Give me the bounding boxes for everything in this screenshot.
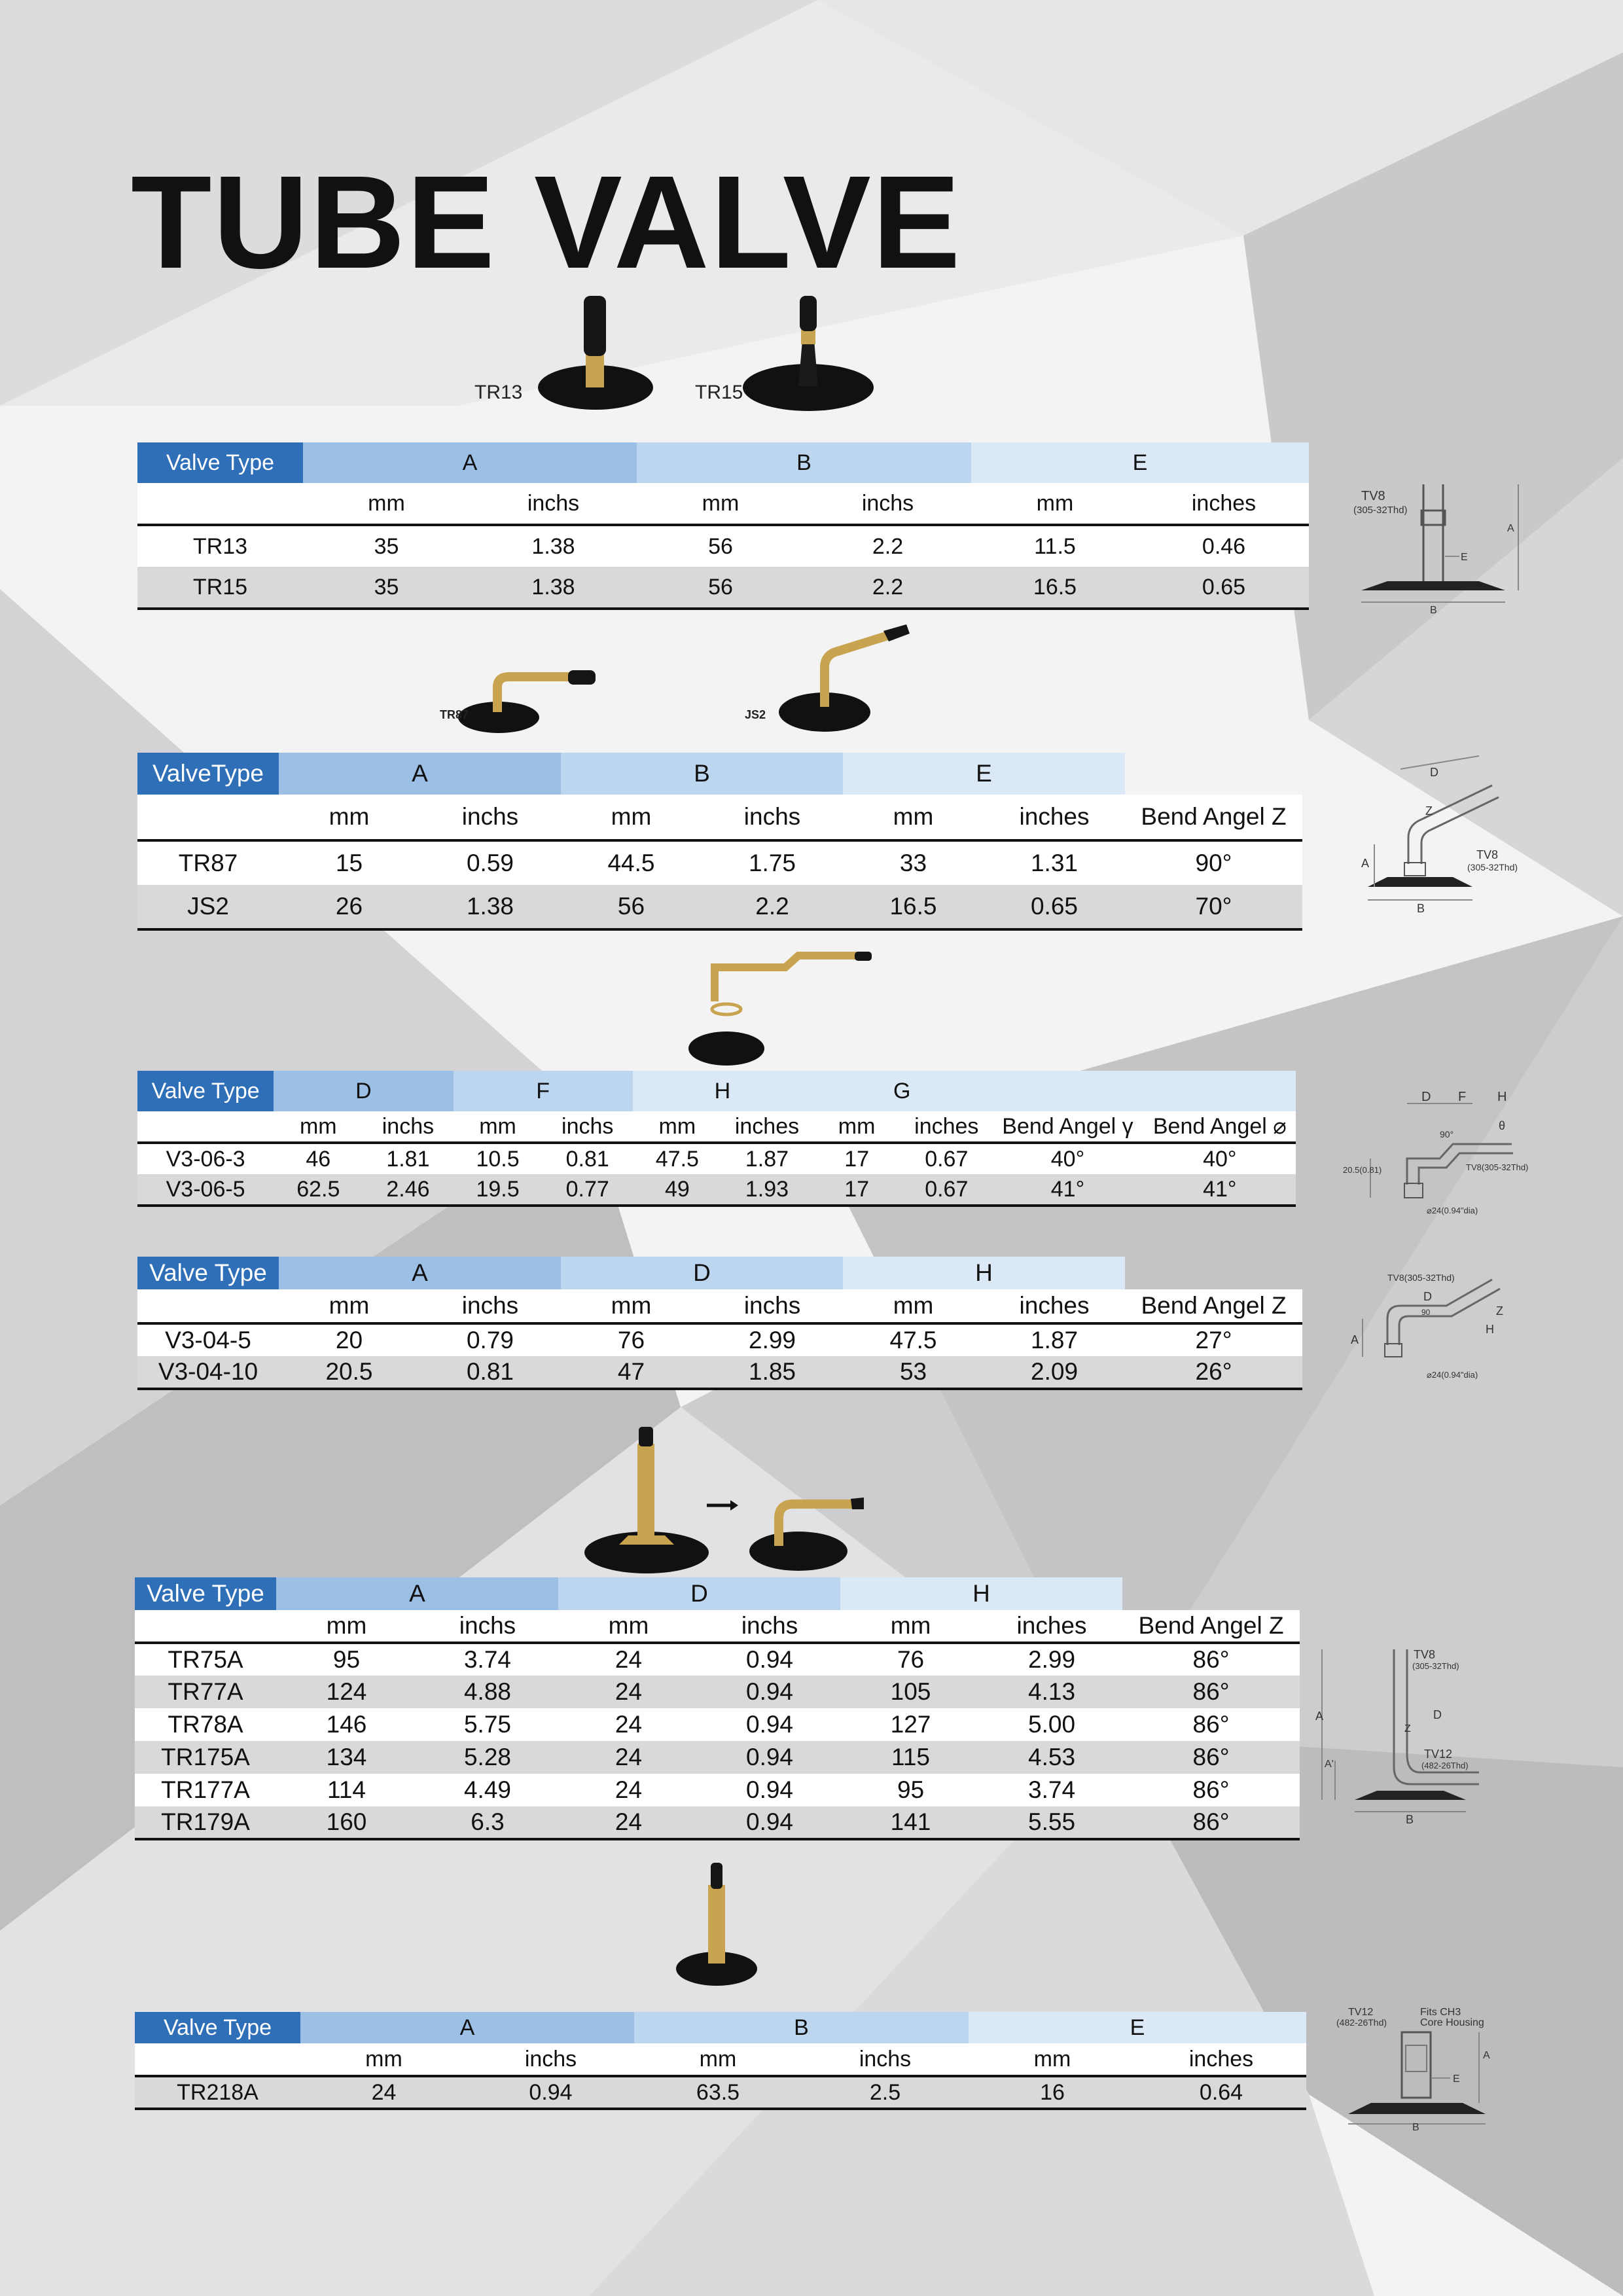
header-valve-type: Valve Type xyxy=(135,2012,300,2043)
table-cell: 1.87 xyxy=(984,1323,1125,1356)
table-cell: 90° xyxy=(1125,840,1302,885)
diagram-label: TV8(305-32Thd) xyxy=(1387,1273,1455,1283)
diagram-label: θ xyxy=(1499,1119,1506,1132)
table-cell: 19.5 xyxy=(454,1174,543,1206)
table-cell: 4.49 xyxy=(417,1774,558,1806)
table-cell: 5.55 xyxy=(981,1806,1122,1839)
unit-header: inchs xyxy=(702,1289,843,1323)
table-cell: 0.77 xyxy=(543,1174,633,1206)
diagram-label: Core Housing xyxy=(1420,2017,1484,2028)
header-valve-type: Valve Type xyxy=(135,1577,276,1610)
unit-header: inchs xyxy=(543,1111,633,1143)
unit-header xyxy=(137,1289,279,1323)
table-cell: 47.5 xyxy=(843,1323,984,1356)
table-row xyxy=(137,1356,1302,1389)
header-d: D xyxy=(274,1071,453,1111)
diagram-label: Z xyxy=(1496,1304,1503,1318)
table-cell: 35 xyxy=(303,525,470,567)
unit-header: inches xyxy=(984,1289,1125,1323)
table-cell: 63.5 xyxy=(634,2076,802,2109)
table-cell: 1.38 xyxy=(470,567,637,609)
table-cell: 0.94 xyxy=(699,1806,840,1839)
diagram-label: Z xyxy=(1404,1723,1411,1734)
header-a: A xyxy=(300,2012,634,2043)
diagram-label: Fits CH3 xyxy=(1420,2007,1461,2018)
unit-header: mm xyxy=(561,1289,702,1323)
table-cell: 62.5 xyxy=(274,1174,363,1206)
table-row xyxy=(135,1643,1300,1676)
table-cell: 86° xyxy=(1122,1676,1300,1708)
table-cell: TR175A xyxy=(135,1741,276,1774)
table-cell: 0.79 xyxy=(419,1323,561,1356)
header-g: G xyxy=(812,1071,991,1111)
table-cell: 2.2 xyxy=(804,567,971,609)
v3-06-valve-image xyxy=(668,949,877,1073)
diagram-label: TV8 xyxy=(1361,489,1385,503)
table-cell: 0.67 xyxy=(901,1174,991,1206)
table-row xyxy=(135,1806,1300,1839)
table-row xyxy=(137,567,1309,609)
table-cell: 160 xyxy=(276,1806,417,1839)
header-h: H xyxy=(840,1577,1122,1610)
table-cell: 95 xyxy=(840,1774,981,1806)
unit-header: mm xyxy=(812,1111,901,1143)
diagram-label: ⌀24(0.94"dia) xyxy=(1427,1206,1478,1215)
diagram-label: E xyxy=(1453,2073,1460,2085)
table-cell: 47.5 xyxy=(633,1143,722,1174)
table-cell: 86° xyxy=(1122,1708,1300,1741)
table-cell: 24 xyxy=(558,1708,699,1741)
table-cell: 0.81 xyxy=(543,1143,633,1174)
table-cell: 4.88 xyxy=(417,1676,558,1708)
diagram-label: TV8 xyxy=(1476,848,1499,861)
diagram-label: F xyxy=(1458,1090,1467,1104)
spec-table-5 xyxy=(135,1577,1300,1840)
unit-header: inches xyxy=(901,1111,991,1143)
table-cell: 134 xyxy=(276,1741,417,1774)
table-cell: 141 xyxy=(840,1806,981,1839)
diagram-label: H xyxy=(1486,1323,1494,1336)
unit-header: inchs xyxy=(804,483,971,525)
unit-header: inchs xyxy=(699,1610,840,1643)
unit-header: Bend Angel Z xyxy=(1125,1289,1302,1323)
unit-header xyxy=(137,1111,274,1143)
diagram-label: D xyxy=(1423,1290,1432,1303)
unit-header: mm xyxy=(454,1111,543,1143)
table-cell: 27° xyxy=(1125,1323,1302,1356)
unit-header xyxy=(137,483,303,525)
header-a: A xyxy=(279,753,561,795)
unit-header: inches xyxy=(722,1111,812,1143)
tr15-valve-image xyxy=(733,288,883,419)
header-e: E xyxy=(971,442,1309,483)
table-cell: 1.38 xyxy=(419,885,561,929)
table-cell: 124 xyxy=(276,1676,417,1708)
table-cell: 2.99 xyxy=(702,1323,843,1356)
unit-header: mm xyxy=(276,1610,417,1643)
js2-valve-image xyxy=(772,622,916,740)
table-row xyxy=(137,885,1302,929)
unit-header: inches xyxy=(1139,483,1309,525)
table-cell: 40° xyxy=(991,1143,1143,1174)
table-cell: 44.5 xyxy=(561,840,702,885)
table-cell: TR177A xyxy=(135,1774,276,1806)
header-f: F xyxy=(454,1071,633,1111)
table-row xyxy=(137,1143,1296,1174)
diagram-label: TV12 xyxy=(1424,1748,1453,1761)
unit-header xyxy=(137,795,279,840)
header-h: H xyxy=(633,1071,812,1111)
diagram-label: A xyxy=(1315,1710,1324,1723)
unit-header: inches xyxy=(1136,2043,1306,2076)
diagram-label: A' xyxy=(1325,1759,1334,1770)
diagram-label: B xyxy=(1417,902,1425,915)
diagram-label: TV12 xyxy=(1348,2007,1374,2018)
unit-header: mm xyxy=(300,2043,467,2076)
table-cell: 16.5 xyxy=(971,567,1139,609)
table-cell: 3.74 xyxy=(417,1643,558,1676)
table-cell: TR75A xyxy=(135,1643,276,1676)
diagram-label: B xyxy=(1412,2122,1419,2130)
table-row xyxy=(137,840,1302,885)
table-cell: 24 xyxy=(558,1806,699,1839)
tr13-label: TR13 xyxy=(474,382,523,403)
table-row xyxy=(135,1708,1300,1741)
table-row xyxy=(137,1323,1302,1356)
table-cell: 24 xyxy=(558,1741,699,1774)
table-cell: 0.94 xyxy=(699,1676,840,1708)
table-cell: 1.87 xyxy=(722,1143,812,1174)
unit-header: Bend Angel Z xyxy=(1125,795,1302,840)
diagram-label: (305-32Thd) xyxy=(1353,505,1408,516)
diagram-label: (305-32Thd) xyxy=(1412,1661,1459,1671)
table-cell: 1.31 xyxy=(984,840,1125,885)
diagram-label: D xyxy=(1421,1090,1431,1104)
table-cell: 33 xyxy=(843,840,984,885)
unit-header: inchs xyxy=(702,795,843,840)
table-cell: TR77A xyxy=(135,1676,276,1708)
table-cell: 26° xyxy=(1125,1356,1302,1389)
table-cell: 86° xyxy=(1122,1643,1300,1676)
table-cell: 0.64 xyxy=(1136,2076,1306,2109)
unit-header: mm xyxy=(558,1610,699,1643)
table-cell: 46 xyxy=(274,1143,363,1174)
table-cell: 20.5 xyxy=(279,1356,419,1389)
tr87-label: TR87 xyxy=(440,708,469,721)
diagram-label: (305-32Thd) xyxy=(1467,862,1518,872)
tr75a-dimension-diagram xyxy=(1315,1636,1531,1826)
table-cell: TR218A xyxy=(135,2076,300,2109)
diagram-label: TV8(305-32Thd) xyxy=(1466,1162,1529,1172)
unit-header: inchs xyxy=(802,2043,969,2076)
table-cell: 76 xyxy=(840,1643,981,1676)
header-a: A xyxy=(276,1577,558,1610)
table-row xyxy=(137,525,1309,567)
table-cell: 24 xyxy=(558,1643,699,1676)
tr218a-dimension-diagram xyxy=(1329,2006,1525,2130)
diagram-label: E xyxy=(1461,552,1468,563)
v3-04-dimension-diagram xyxy=(1348,1273,1538,1391)
table-cell: 24 xyxy=(300,2076,467,2109)
table-cell: 40° xyxy=(1144,1143,1296,1174)
table-cell: 86° xyxy=(1122,1774,1300,1806)
diagram-label: A xyxy=(1507,523,1514,534)
diagram-label: ⌀24(0.94"dia) xyxy=(1427,1370,1478,1380)
diagram-label: 20.5(0.81) xyxy=(1343,1165,1382,1175)
table-cell: 1.93 xyxy=(722,1174,812,1206)
spec-table-3 xyxy=(137,1071,1296,1207)
table-cell: 49 xyxy=(633,1174,722,1206)
table-cell: 41° xyxy=(1144,1174,1296,1206)
unit-header: mm xyxy=(843,795,984,840)
tr13-dimension-diagram xyxy=(1348,478,1525,615)
table-cell: 16.5 xyxy=(843,885,984,929)
table-cell: 24 xyxy=(558,1774,699,1806)
tr75a-valve-image xyxy=(582,1420,864,1577)
header-b: B xyxy=(634,2012,969,2043)
header-a: A xyxy=(279,1257,561,1289)
unit-header: inchs xyxy=(470,483,637,525)
js2-label: JS2 xyxy=(745,708,766,721)
table-row xyxy=(135,1741,1300,1774)
tr87-valve-image xyxy=(458,661,602,740)
table-cell: 4.13 xyxy=(981,1676,1122,1708)
diagram-label: (482-26Thd) xyxy=(1336,2017,1387,2028)
unit-header: inchs xyxy=(467,2043,634,2076)
table-cell: 15 xyxy=(279,840,419,885)
unit-header: inches xyxy=(984,795,1125,840)
unit-header: Bend Angel ⌀ xyxy=(1144,1111,1296,1143)
header-valve-type: Valve Type xyxy=(137,1071,274,1111)
table-cell: V3-06-5 xyxy=(137,1174,274,1206)
table-cell: TR15 xyxy=(137,567,303,609)
table-cell: 1.75 xyxy=(702,840,843,885)
table-cell: 1.85 xyxy=(702,1356,843,1389)
table-cell: 0.65 xyxy=(984,885,1125,929)
unit-header: mm xyxy=(969,2043,1136,2076)
v3-06-dimension-diagram xyxy=(1342,1086,1551,1217)
table-cell: 146 xyxy=(276,1708,417,1741)
unit-header xyxy=(135,1610,276,1643)
table-cell: 70° xyxy=(1125,885,1302,929)
table-cell: 47 xyxy=(561,1356,702,1389)
table-cell: 53 xyxy=(843,1356,984,1389)
table-cell: 105 xyxy=(840,1676,981,1708)
page-title: TUBE VALVE xyxy=(131,148,962,296)
table-row xyxy=(135,2076,1306,2109)
table-cell: 24 xyxy=(558,1676,699,1708)
unit-header: inchs xyxy=(419,1289,561,1323)
table-cell: 17 xyxy=(812,1174,901,1206)
header-h: H xyxy=(843,1257,1125,1289)
table-cell: 0.94 xyxy=(699,1708,840,1741)
diagram-label: TV8 xyxy=(1414,1648,1436,1661)
table-cell: 0.46 xyxy=(1139,525,1309,567)
table-cell: 0.94 xyxy=(467,2076,634,2109)
table-cell: 1.38 xyxy=(470,525,637,567)
header-d: D xyxy=(558,1577,840,1610)
unit-header: inchs xyxy=(363,1111,453,1143)
table-cell: 20 xyxy=(279,1323,419,1356)
header-e: E xyxy=(969,2012,1306,2043)
table-cell: 17 xyxy=(812,1143,901,1174)
table-cell: 0.81 xyxy=(419,1356,561,1389)
table-cell: 56 xyxy=(637,567,804,609)
diagram-label: 90° xyxy=(1440,1129,1454,1139)
table-cell: TR78A xyxy=(135,1708,276,1741)
table-cell: 3.74 xyxy=(981,1774,1122,1806)
unit-header: mm xyxy=(840,1610,981,1643)
table-cell: 114 xyxy=(276,1774,417,1806)
table-cell: V3-04-5 xyxy=(137,1323,279,1356)
unit-header: Bend Angel γ xyxy=(991,1111,1143,1143)
table-cell: 56 xyxy=(561,885,702,929)
spec-table-6 xyxy=(135,2012,1306,2110)
unit-header: mm xyxy=(274,1111,363,1143)
table-cell: 10.5 xyxy=(454,1143,543,1174)
unit-header xyxy=(135,2043,300,2076)
table-cell: 56 xyxy=(637,525,804,567)
unit-header: mm xyxy=(279,795,419,840)
table-cell: 0.94 xyxy=(699,1774,840,1806)
table-cell: 0.65 xyxy=(1139,567,1309,609)
diagram-label: (482-26Thd) xyxy=(1421,1761,1469,1770)
table-row xyxy=(137,1174,1296,1206)
table-cell: 11.5 xyxy=(971,525,1139,567)
unit-header: inches xyxy=(981,1610,1122,1643)
table-cell: 2.2 xyxy=(702,885,843,929)
table-cell: 0.67 xyxy=(901,1143,991,1174)
table-cell: 2.99 xyxy=(981,1643,1122,1676)
header-valve-type: Valve Type xyxy=(137,1257,279,1289)
diagram-label: D xyxy=(1433,1708,1442,1721)
table-cell: 41° xyxy=(991,1174,1143,1206)
table-cell: 115 xyxy=(840,1741,981,1774)
header-valve-type: ValveType xyxy=(137,753,279,795)
header-b: B xyxy=(561,753,843,795)
diagram-label: A xyxy=(1361,857,1370,870)
table-cell: 76 xyxy=(561,1323,702,1356)
table-cell: TR179A xyxy=(135,1806,276,1839)
unit-header: mm xyxy=(637,483,804,525)
unit-header: mm xyxy=(279,1289,419,1323)
diagram-label: H xyxy=(1497,1090,1507,1104)
table-cell: TR13 xyxy=(137,525,303,567)
table-cell: TR87 xyxy=(137,840,279,885)
unit-header: inchs xyxy=(417,1610,558,1643)
table-cell: 16 xyxy=(969,2076,1136,2109)
table-cell: JS2 xyxy=(137,885,279,929)
unit-header: mm xyxy=(843,1289,984,1323)
header-a: A xyxy=(303,442,637,483)
header-b: B xyxy=(637,442,971,483)
table-cell: 1.81 xyxy=(363,1143,453,1174)
table-cell: V3-04-10 xyxy=(137,1356,279,1389)
diagram-label: B xyxy=(1430,605,1437,615)
diagram-label: B xyxy=(1406,1813,1414,1826)
table-cell: 5.00 xyxy=(981,1708,1122,1741)
spec-table-2 xyxy=(137,753,1302,931)
table-cell: 2.09 xyxy=(984,1356,1125,1389)
table-cell: 2.46 xyxy=(363,1174,453,1206)
table-cell: 4.53 xyxy=(981,1741,1122,1774)
table-cell: 5.28 xyxy=(417,1741,558,1774)
table-row xyxy=(135,1676,1300,1708)
table-cell: 0.94 xyxy=(699,1643,840,1676)
table-cell: 2.5 xyxy=(802,2076,969,2109)
header-e: E xyxy=(843,753,1125,795)
table-cell: 5.75 xyxy=(417,1708,558,1741)
unit-header: mm xyxy=(634,2043,802,2076)
spec-table-1 xyxy=(137,442,1309,610)
unit-header: Bend Angel Z xyxy=(1122,1610,1300,1643)
table-cell: 0.59 xyxy=(419,840,561,885)
diagram-label: A xyxy=(1483,2050,1490,2061)
table-cell: V3-06-3 xyxy=(137,1143,274,1174)
table-cell: 86° xyxy=(1122,1806,1300,1839)
tr15-label: TR15 xyxy=(695,382,743,403)
unit-header: mm xyxy=(971,483,1139,525)
tr13-valve-image xyxy=(524,288,654,419)
table-cell: 95 xyxy=(276,1643,417,1676)
header-valve-type: Valve Type xyxy=(137,442,303,483)
unit-header: mm xyxy=(303,483,470,525)
table-cell: 2.2 xyxy=(804,525,971,567)
diagram-label: Z xyxy=(1425,804,1433,817)
unit-header: inchs xyxy=(419,795,561,840)
header-d: D xyxy=(561,1257,843,1289)
unit-header: mm xyxy=(561,795,702,840)
tr87-dimension-diagram xyxy=(1348,753,1544,923)
table-cell: 6.3 xyxy=(417,1806,558,1839)
table-cell: 26 xyxy=(279,885,419,929)
unit-header: mm xyxy=(633,1111,722,1143)
diagram-label: 90 xyxy=(1421,1308,1431,1317)
table-cell: 35 xyxy=(303,567,470,609)
tr218a-valve-image xyxy=(674,1859,759,1990)
table-cell: 86° xyxy=(1122,1741,1300,1774)
table-cell: 0.94 xyxy=(699,1741,840,1774)
table-row xyxy=(135,1774,1300,1806)
diagram-label: A xyxy=(1351,1333,1359,1346)
diagram-label: D xyxy=(1430,766,1438,779)
table-cell: 127 xyxy=(840,1708,981,1741)
spec-table-4 xyxy=(137,1257,1302,1390)
